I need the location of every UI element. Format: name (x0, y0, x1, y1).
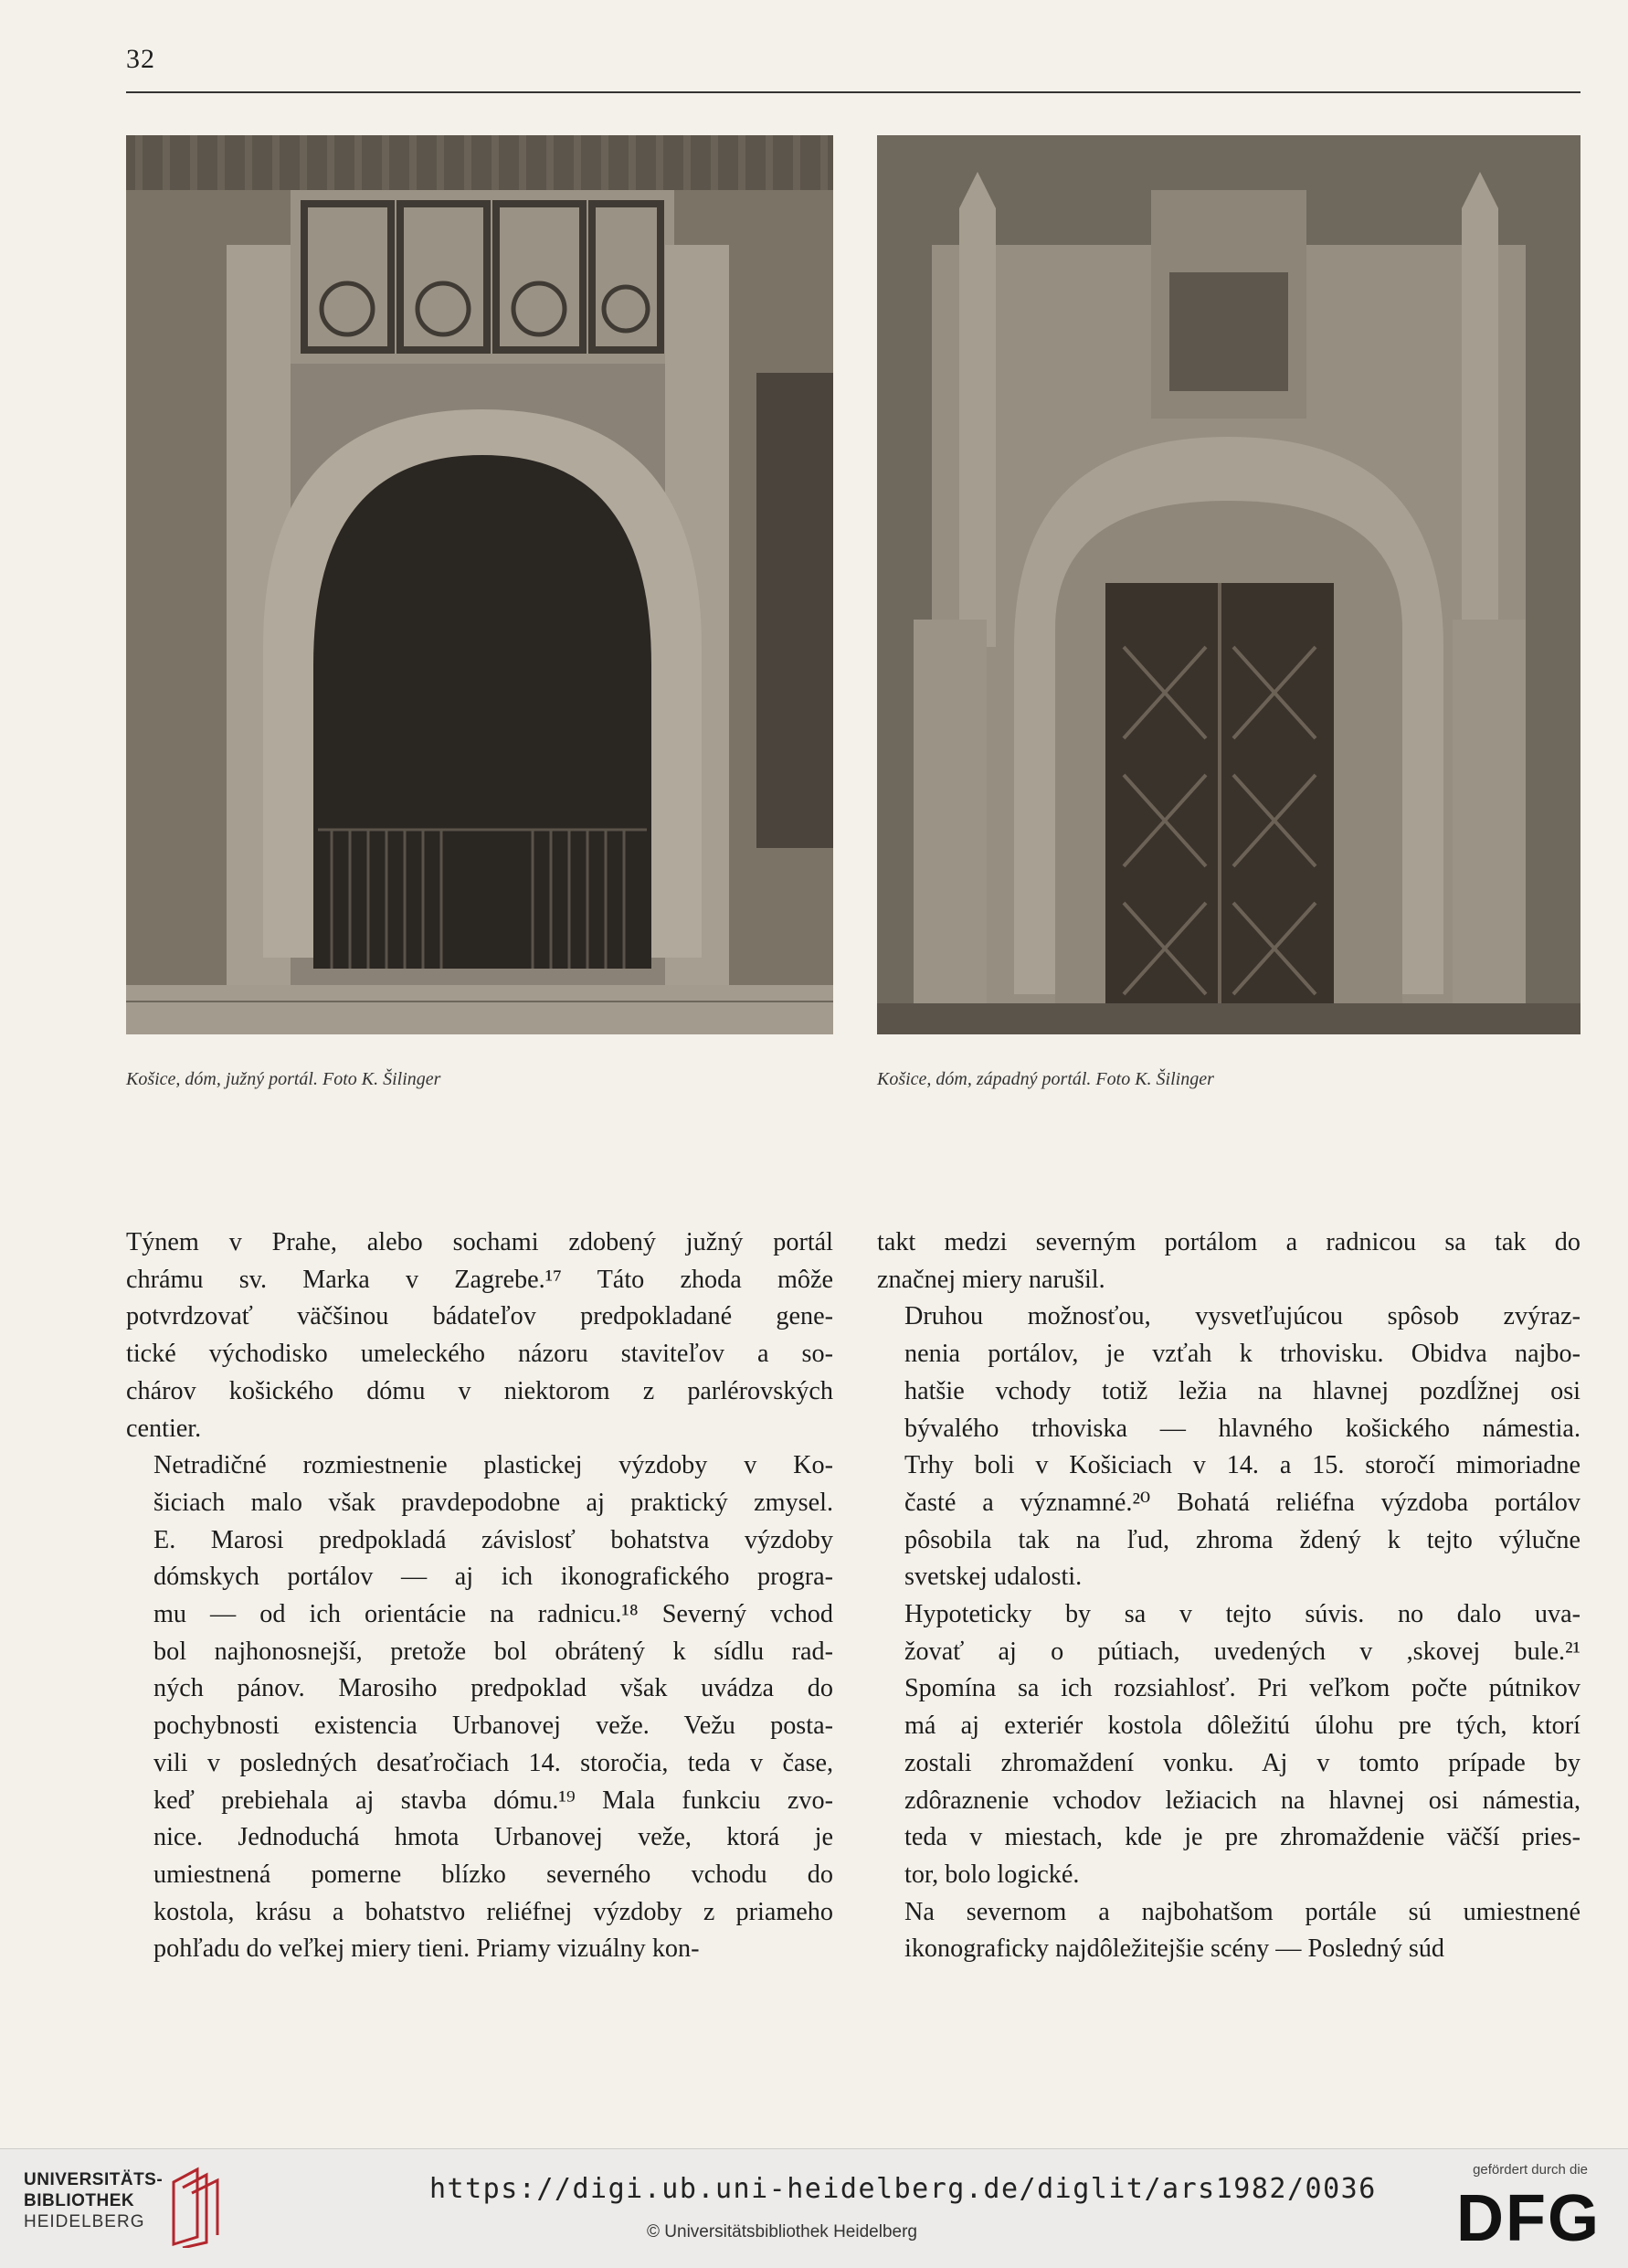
paragraph (877, 1596, 1580, 1894)
library-name-line1: UNIVERSITÄTS- (24, 2170, 164, 2189)
text-line: potvrdzovať väčšinou bádateľov predpokladané gene- (126, 1302, 833, 1331)
text-line: kostola, krásu a bohatstvo reliéfnej výzdoby z priameho (153, 1897, 833, 1926)
text-line: zdôraznenie vchodov ležiacich na hlavnej osi námestia, (904, 1786, 1580, 1815)
permalink-url[interactable]: https://digi.ub.uni-heidelberg.de/diglit/ars1982/0036 (429, 2173, 1377, 2205)
text-line: pochybnosti existencia Urbanovej veže. Vežu posta- (153, 1712, 833, 1741)
text-line: ných pánov. Marosiho predpoklad však uvádza do (153, 1674, 833, 1703)
text-line: umiestnená pomerne blízko severného vchodu do (153, 1860, 833, 1889)
text-line: značnej miery narušil. (877, 1265, 1105, 1294)
text-line: bývalého trhoviska — hlavného košického námestia. (904, 1414, 1580, 1443)
text-line: vili v posledných desaťročiach 14. storočia, teda v čase, (153, 1748, 833, 1777)
left-text-column (126, 1224, 833, 1968)
text-line: Týnem v Prahe, alebo sochami zdobený južný portál (126, 1228, 833, 1256)
figure-caption-south-portal: Košice, dóm, južný portál. Foto K. Šilinger (126, 1069, 441, 1089)
footer-bar (0, 2148, 1628, 2268)
text-line: šiciach malo však pravdepodobne aj praktický zmysel. (153, 1488, 833, 1517)
south-portal-photo (126, 135, 833, 1034)
text-line: Spomína sa ich rozsiahlosť. Pri veľkom počte pútnikov (904, 1674, 1580, 1703)
text-line: Hypoteticky by sa v tejto súvis. no dalo uva- (904, 1600, 1580, 1629)
text-line: hatšie vchody totiž ležia na hlavnej pozdĺžnej osi (904, 1376, 1580, 1405)
figure-caption-west-portal: Košice, dóm, západný portál. Foto K. Šilinger (877, 1069, 1214, 1089)
text-line: nenia portálov, je vzťah k trhovisku. Obidva najbo- (904, 1340, 1580, 1369)
text-line: ikonograficky najdôležitejšie scény — Posledný súd (904, 1934, 1445, 1964)
text-line: žovať aj o pútiach, uvedených v ,skovej bule.²¹ (904, 1637, 1580, 1666)
text-line: svetskej udalosti. (904, 1563, 1083, 1592)
text-line: teda v miestach, kde je pre zhromaždenie väčší pries- (904, 1823, 1580, 1852)
text-line: má aj exteriér kostola dôležitú úlohu pre tých, ktorí (904, 1712, 1580, 1741)
text-line: chrámu sv. Marka v Zagrebe.¹⁷ Táto zhoda môže (126, 1265, 833, 1294)
text-line: keď prebiehala aj stavba dómu.¹⁹ Mala funkciu zvo- (153, 1786, 833, 1815)
paragraph (126, 1224, 833, 1447)
text-line: Trhy boli v Košiciach v 14. a 15. storočí mimoriadne (904, 1451, 1580, 1480)
text-line: pôsobila tak na ľud, zhroma ždený k tejto výlučne (904, 1525, 1580, 1554)
text-line: centier. (126, 1414, 202, 1443)
funding-note: gefördert durch die (1473, 2162, 1588, 2178)
text-line: tické východisko umeleckého názoru staviteľov a so- (126, 1340, 833, 1369)
text-line: zostali zhromaždení vonku. Aj v tomto prípade by (904, 1748, 1580, 1777)
text-line: takt medzi severným portálom a radnicou sa tak do (877, 1228, 1580, 1256)
dfg-logo[interactable]: DFG (1456, 2182, 1601, 2255)
text-line: E. Marosi predpokladá závislosť bohatstva výzdoby (153, 1525, 833, 1554)
paragraph (126, 1447, 833, 1968)
text-line: pohľadu do veľkej miery tieni. Priamy vizuálny kon- (153, 1934, 700, 1964)
paragraph (877, 1224, 1580, 1298)
west-portal-photo (877, 135, 1580, 1034)
page-number: 32 (126, 44, 155, 74)
text-line: tor, bolo logické. (904, 1860, 1080, 1889)
text-line: chárov košického dómu v niektorom z parlérovských (126, 1376, 833, 1405)
text-line: Druhou možnosťou, vysvetľujúcou spôsob zvýraz- (904, 1302, 1580, 1331)
copyright-notice: © Universitätsbibliothek Heidelberg (647, 2222, 917, 2242)
text-line: nice. Jednoduchá hmota Urbanovej veže, ktorá je (153, 1823, 833, 1852)
text-line: Na severnom a najbohatšom portále sú umiestnené (904, 1897, 1580, 1926)
library-emblem-icon (164, 2164, 228, 2248)
library-name-line3: HEIDELBERG (24, 2212, 145, 2231)
text-line: časté a významné.²⁰ Bohatá reliéfna výzdoba portálov (904, 1488, 1580, 1517)
university-library-logo[interactable] (24, 2169, 163, 2232)
text-line: dómskych portálov — aj ich ikonografického progra- (153, 1563, 833, 1592)
right-text-column (877, 1224, 1580, 1968)
paragraph (877, 1894, 1580, 1968)
text-line: mu — od ich orientácie na radnicu.¹⁸ Severný vchod (153, 1600, 833, 1629)
paragraph (877, 1298, 1580, 1596)
top-rule (126, 91, 1580, 93)
text-line: bol najhonosnejší, pretože bol obrátený k sídlu rad- (153, 1637, 833, 1666)
library-name-line2: BIBLIOTHEK (24, 2191, 135, 2210)
text-line: Netradičné rozmiestnenie plastickej výzdoby v Ko- (153, 1451, 833, 1480)
